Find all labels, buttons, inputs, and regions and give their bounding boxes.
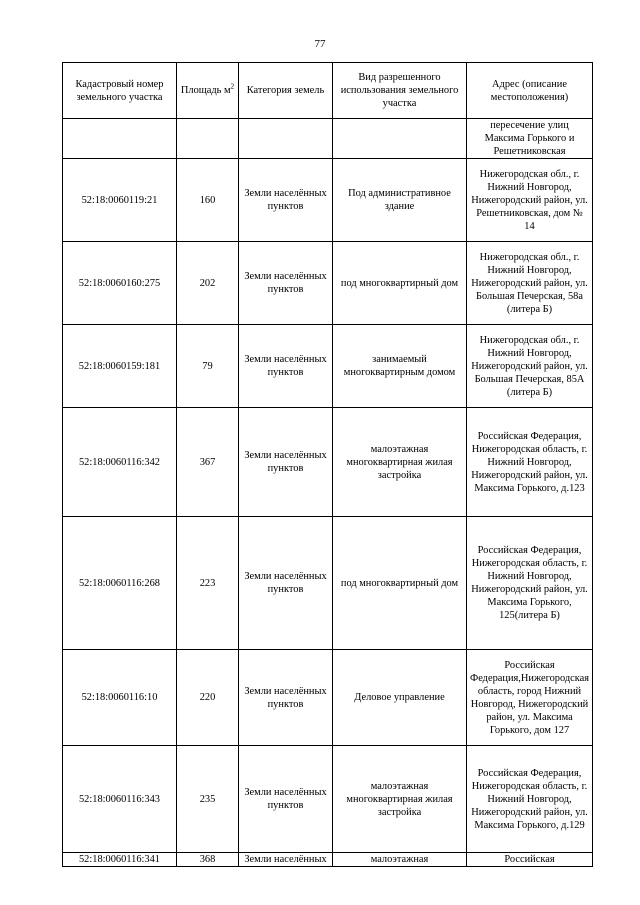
land-plots-table [62, 62, 593, 867]
table-header-row [63, 63, 593, 119]
cell-cadastral-number: 52:18:0060116:341 [63, 853, 177, 867]
table-row [63, 242, 593, 325]
header-address: Адрес (описание местоположения) [467, 63, 593, 119]
cell-land-category: Земли населённых пунктов [239, 746, 333, 853]
header-land-category: Категория земель [239, 63, 333, 119]
cell-land-category: Земли населённых пунктов [239, 517, 333, 650]
cell-permitted-use: Деловое управление [333, 650, 467, 746]
header-area-superscript: 2 [230, 82, 235, 91]
cell-address: Российская Федерация, Нижегородская область, г. Нижний Новгород, Нижегородский район, ул. Максима Горького, д.123 [467, 408, 593, 517]
cell-address: Российская Федерация, Нижегородская область, г. Нижний Новгород, Нижегородский район, ул. Максима Горького, 125(литера Б) [467, 517, 593, 650]
cell-land-category: Земли населённых пунктов [239, 159, 333, 242]
cell-land-category: Земли населённых [239, 853, 333, 867]
cell-address: Нижегородская обл., г. Нижний Новгород, Нижегородский район, ул. Решетниковская, дом № 14 [467, 159, 593, 242]
cell-land-category: Земли населённых пунктов [239, 408, 333, 517]
header-permitted-use: Вид разрешенного использования земельного участка [333, 63, 467, 119]
cell-cadastral-number: 52:18:0060116:342 [63, 408, 177, 517]
cell-permitted-use: под многоквартирный дом [333, 242, 467, 325]
cell-cadastral-number: 52:18:0060116:343 [63, 746, 177, 853]
cell-area [177, 119, 239, 159]
cell-permitted-use: малоэтажная многоквартирная жилая застройка [333, 408, 467, 517]
cell-permitted-use: занимаемый многоквартирным домом [333, 325, 467, 408]
cell-area: 367 [177, 408, 239, 517]
cell-permitted-use [333, 119, 467, 159]
cell-area: 368 [177, 853, 239, 867]
table-row [63, 159, 593, 242]
cell-area: 235 [177, 746, 239, 853]
cell-address: Российская Федерация, Нижегородская область, г. Нижний Новгород, Нижегородский район, ул. Максима Горького, д.129 [467, 746, 593, 853]
cell-permitted-use: малоэтажная многоквартирная жилая застройка [333, 746, 467, 853]
cell-cadastral-number: 52:18:0060119:21 [63, 159, 177, 242]
cell-cadastral-number: 52:18:0060159:181 [63, 325, 177, 408]
cell-cadastral-number: 52:18:0060116:10 [63, 650, 177, 746]
table-row [63, 119, 593, 159]
cell-land-category: Земли населённых пунктов [239, 242, 333, 325]
cell-address: Российская Федерация,Нижегородская область, город Нижний Новгород, Нижегородский район, ул. Максима Горького, дом 127 [467, 650, 593, 746]
table-row [63, 853, 593, 867]
cell-area: 220 [177, 650, 239, 746]
cell-area: 160 [177, 159, 239, 242]
table-row [63, 746, 593, 853]
cell-address: Российская [467, 853, 593, 867]
cell-permitted-use: Под административное здание [333, 159, 467, 242]
header-cadastral-number: Кадастровый номер земельного участка [63, 63, 177, 119]
header-area [177, 63, 239, 119]
cell-land-category [239, 119, 333, 159]
table-row [63, 650, 593, 746]
cell-cadastral-number [63, 119, 177, 159]
table-row [63, 517, 593, 650]
cell-land-category: Земли населённых пунктов [239, 325, 333, 408]
page-number: 77 [314, 38, 326, 50]
cell-address: Нижегородская обл., г. Нижний Новгород, Нижегородский район, ул. Большая Печерская, 58а (литера Б) [467, 242, 593, 325]
cell-cadastral-number: 52:18:0060160:275 [63, 242, 177, 325]
table-row [63, 408, 593, 517]
cell-land-category: Земли населённых пунктов [239, 650, 333, 746]
cell-permitted-use: под многоквартирный дом [333, 517, 467, 650]
cell-address: пересечение улиц Максима Горького и Решетниковская [467, 119, 593, 159]
cell-permitted-use: малоэтажная [333, 853, 467, 867]
cell-area: 202 [177, 242, 239, 325]
header-area-label: Площадь м [180, 85, 231, 96]
cell-area: 223 [177, 517, 239, 650]
cell-address: Нижегородская обл., г. Нижний Новгород, Нижегородский район, ул. Большая Печерская, 85А (литера Б) [467, 325, 593, 408]
table-row [63, 325, 593, 408]
cell-cadastral-number: 52:18:0060116:268 [63, 517, 177, 650]
cell-area: 79 [177, 325, 239, 408]
